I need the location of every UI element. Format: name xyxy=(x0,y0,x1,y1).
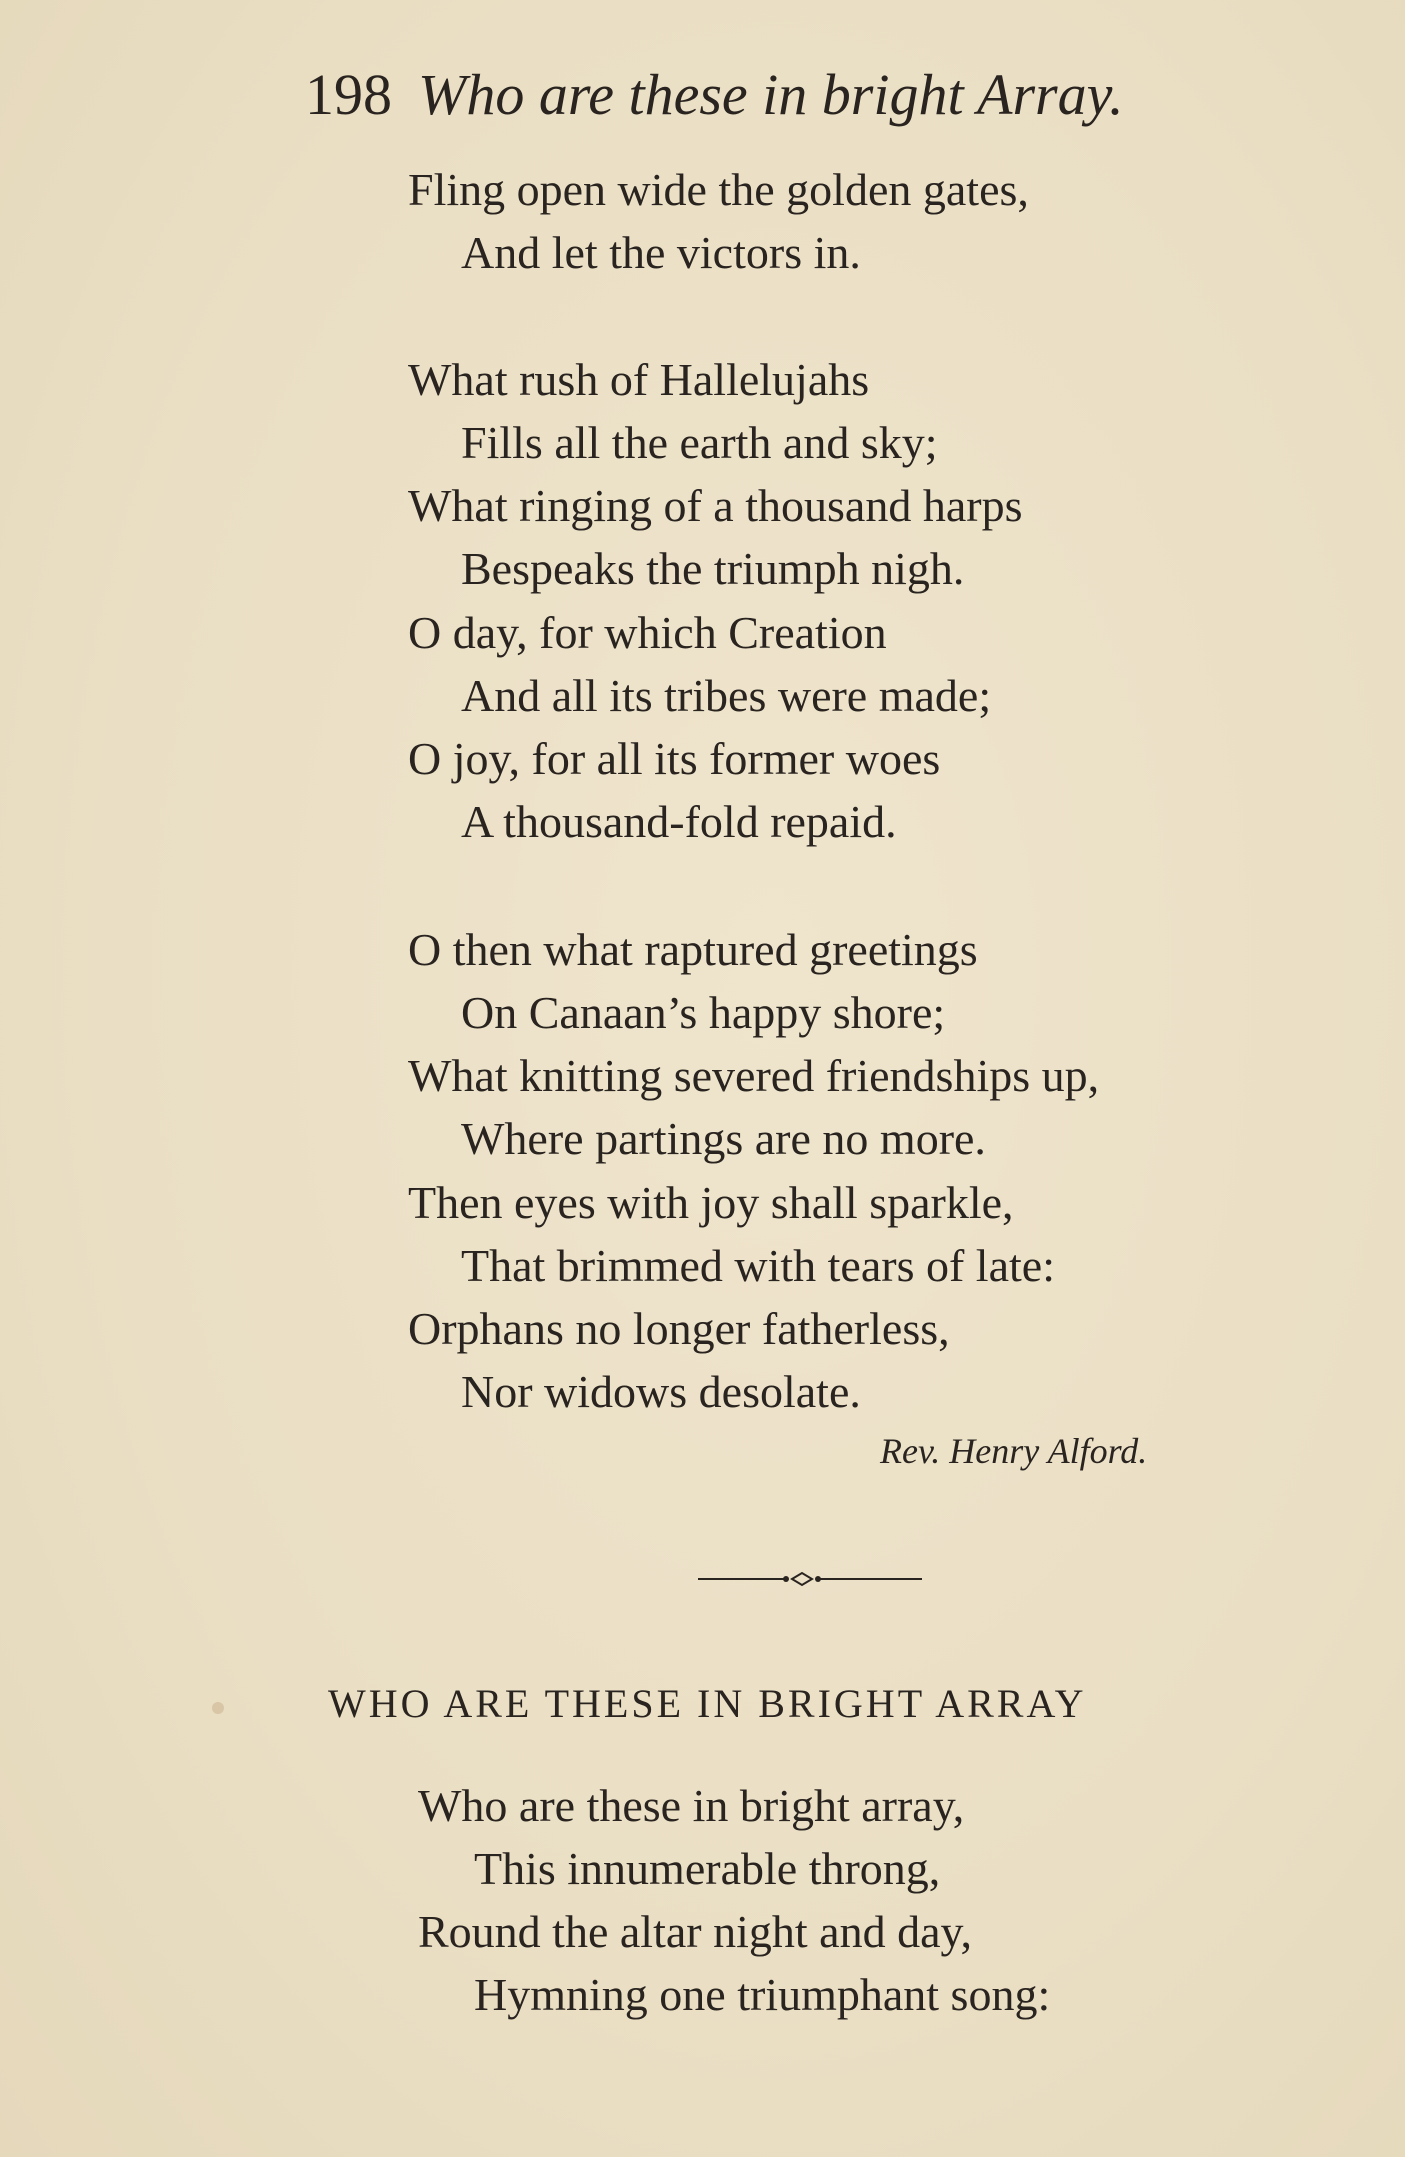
poem-line: O then what raptured greetings xyxy=(408,924,978,975)
poem-line: Round the altar night and day, xyxy=(418,1906,972,1957)
poem-line: A thousand-fold repaid. xyxy=(461,796,897,847)
running-title: Who are these in bright Array. xyxy=(418,62,1124,127)
page-number: 198 xyxy=(305,62,392,127)
page-header xyxy=(305,60,1124,130)
paper-speck xyxy=(212,1702,224,1714)
poem-line: O day, for which Creation xyxy=(408,607,887,658)
poem-line: Fills all the earth and sky; xyxy=(461,417,938,468)
ornamental-divider xyxy=(698,1568,922,1590)
poem-line: And all its tribes were made; xyxy=(461,670,992,721)
poem-line: O joy, for all its former woes xyxy=(408,733,941,784)
section-title: WHO ARE THESE IN BRIGHT ARRAY xyxy=(328,1681,1087,1726)
poem-line: That brimmed with tears of late: xyxy=(461,1240,1055,1291)
poem-line: Where partings are no more. xyxy=(461,1113,986,1164)
poem-line: Nor widows desolate. xyxy=(461,1366,861,1417)
poem-line: What ringing of a thousand harps xyxy=(408,480,1023,531)
poem-line: What knitting severed friendships up, xyxy=(408,1050,1100,1101)
poem-line: Fling open wide the golden gates, xyxy=(408,164,1029,215)
poem-line: Bespeaks the triumph nigh. xyxy=(461,543,965,594)
poem-line: Then eyes with joy shall sparkle, xyxy=(408,1177,1014,1228)
poem-line: On Canaan’s happy shore; xyxy=(461,987,946,1038)
poem-attribution: Rev. Henry Alford. xyxy=(880,1431,1148,1471)
poem-line: What rush of Hallelujahs xyxy=(408,354,870,405)
poem-line: Who are these in bright array, xyxy=(418,1780,965,1831)
poem-line: Orphans no longer fatherless, xyxy=(408,1303,950,1354)
poem-line: And let the victors in. xyxy=(461,227,861,278)
poem-line: Hymning one triumphant song: xyxy=(474,1969,1051,2020)
poem-line: This innumerable throng, xyxy=(474,1843,941,1894)
